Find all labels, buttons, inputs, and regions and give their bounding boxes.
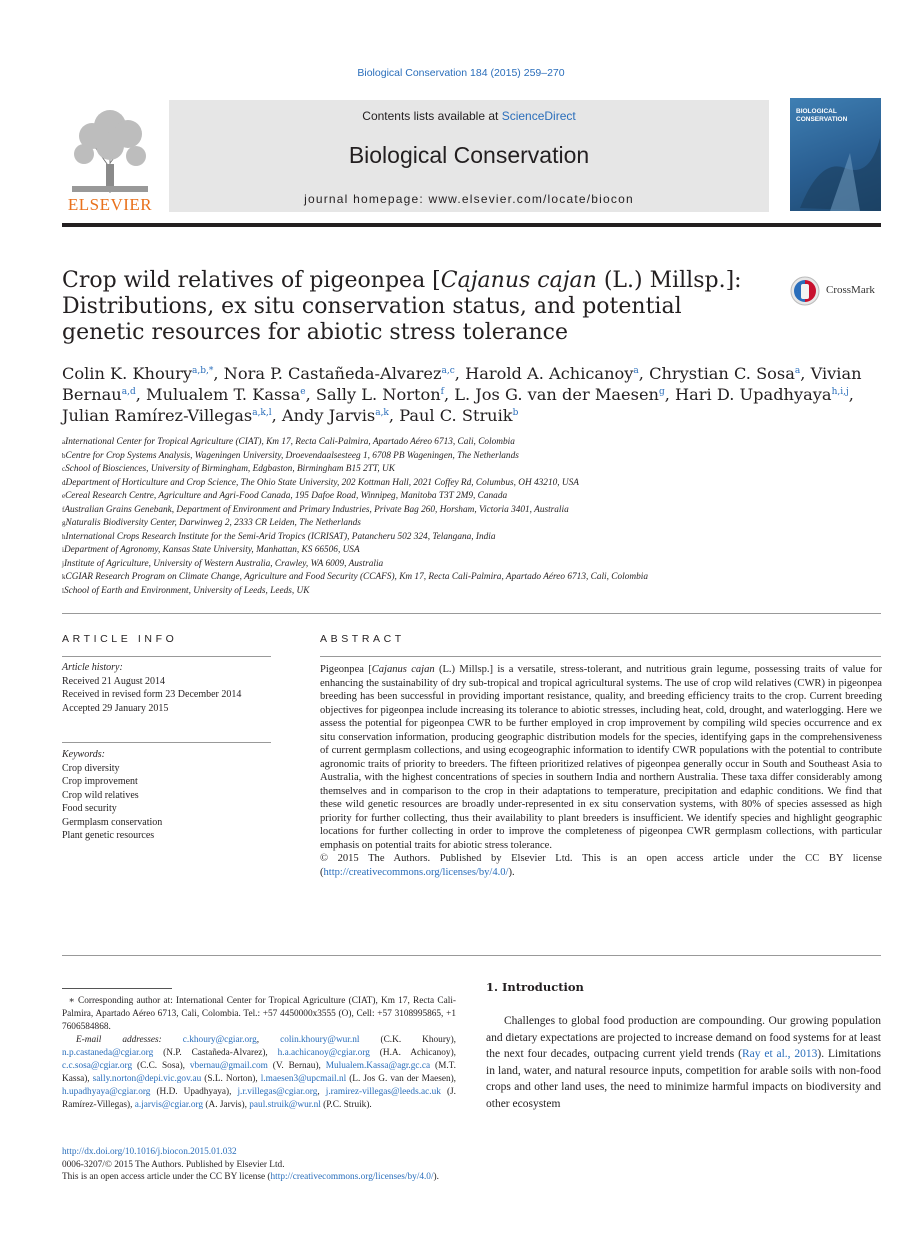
email-owner: (C.C. Sosa), [132,1061,190,1071]
email-link[interactable]: j.r.villegas@cgiar.org [237,1087,318,1097]
crossmark-label: CrossMark [826,284,875,296]
divider [62,656,271,657]
email-link[interactable]: j.ramirez-villegas@leeds.ac.uk [325,1087,441,1097]
affiliation-item [62,544,882,558]
author-name[interactable]: Andy Jarvis [281,406,376,425]
author-affiliation-marker[interactable]: f [440,387,444,397]
author-affiliation-marker[interactable]: a,d [121,387,136,397]
affiliation-item [62,504,882,518]
oa-prefix: This is an open access article under the CC BY license ( [62,1172,271,1182]
keyword-list [62,763,162,842]
keyword-item: Germplasm conservation [62,816,163,828]
email-owner: (V. Bernau), [267,1061,326,1071]
divider [62,955,881,956]
footnote-rule [62,988,172,989]
elsevier-wordmark: ELSEVIER [67,195,153,214]
intro-text-end: ). Limitations in land, water, and natural resource inputs, competition for arable soils with non-food crops and other land uses, the need to minimize harmful impacts on biodiversity and other ecosystem [486,1048,882,1110]
affiliation-text: Department of Horticulture and Crop Science, The Ohio State University, 202 Kottman Hall, 2021 Coffey Rd, Columbus, OH 43210, USA [65,477,579,488]
email-owner: (H.D. Upadhyaya), [150,1087,238,1097]
abstract-heading: ABSTRACT [320,633,405,645]
affiliation-marker: g [62,519,66,527]
email-link[interactable]: c.c.sosa@cgiar.org [62,1061,133,1071]
corresponding-author: Corresponding author at: International Center for Tropical Agriculture (CIAT), Km 17, Recta Cali-Palmira, Apartado Aéreo 6713, Cali, Colombia. Tel.: +57 4450000x3555 (O), Cell: +57 3108995865, +1 7606584868. [62,996,457,1032]
contents-prefix: Contents lists available at [362,109,502,123]
affiliation-text: CGIAR Research Program on Climate Change, Agriculture and Food Security (CCAFS), Km 17, Recta Cali-Palmira, Apartado Aéreo 6713, Cali, Colombia [65,572,648,582]
journal-banner [169,100,769,212]
abstract-body [320,663,882,879]
email-owner: (J. Ramírez-Villegas), [62,1087,456,1110]
affiliation-marker: i [62,546,64,554]
oa-end: ). [433,1172,439,1182]
affiliation-text: Institute of Agriculture, University of Western Australia, Crawley, WA 6009, Australia [63,558,384,569]
author-name[interactable]: Hari D. Upadhyaya [675,385,832,404]
footnote [62,995,456,1112]
author-name[interactable]: Chrystian C. Sosa [649,364,795,383]
affiliation-text: Naturalis Biodiversity Center, Darwinweg 2, 2333 CR Leiden, The Netherlands [65,518,361,528]
affiliation-list [62,436,882,598]
accepted-date: Accepted 29 January 2015 [62,702,169,714]
email-link[interactable]: sally.norton@depi.vic.gov.au [92,1074,202,1084]
contents-line [169,109,769,123]
crossmark-badge[interactable] [790,276,890,306]
affiliation-item [62,450,882,464]
affiliation-text: International Center for Tropical Agriculture (CIAT), Km 17, Recta Cali-Palmira, Apartado Aéreo 6713, Cali, Colombia [65,437,515,447]
keyword-item: Crop wild relatives [62,789,139,801]
article-history [62,661,277,715]
email-link[interactable]: n.p.castaneda@cgiar.org [62,1048,154,1058]
author-affiliation-marker[interactable]: g [658,387,665,397]
author-affiliation-marker[interactable]: a,c [441,366,455,376]
email-owner: , [256,1035,281,1045]
affiliation-item [62,571,882,585]
author-affiliation-marker[interactable]: a [794,366,801,376]
email-owner: (M.T. Kassa), [62,1061,456,1084]
affiliation-item [62,463,882,477]
email-owner: (P.C. Struik). [320,1100,372,1110]
author-affiliation-marker[interactable]: a,k [375,408,389,418]
received-date: Received 21 August 2014 [62,675,166,687]
author-name[interactable]: L. Jos G. van der Maesen [454,385,659,404]
email-link[interactable]: h.upadhyaya@cgiar.org [62,1087,151,1097]
affiliation-text: Department of Agronomy, Kansas State University, Manhattan, KS 66506, USA [63,545,360,555]
cover-title-line1: BIOLOGICAL [796,108,837,115]
email-link[interactable]: c.khoury@cgiar.org [182,1035,257,1045]
abstract-license: © 2015 The Authors. Published by Elsevier Ltd. This is an open access article under the CC BY license ( [320,853,882,878]
affiliation-item [62,490,882,504]
abstract-text: (L.) Millsp.] is a versatile, stress-tolerant, and nutritious grain legume, possessing traits of value for enhancing the sustainability of dry sub-tropical and tropical agricultural systems. The use of crop wild relatives (CWR) in pigeonpea breeding has been successful in providing important resistance, quality, and breeding efficiency traits to the crop. Current breeding objectives for pigeonpea include increasing its tolerance to abiotic stresses, including heat, cold, drought, and waterlogging. Here we assess the potential for pigeonpea CWR to be further employed in crop improvement by compiling wild species occurrence and ex situ conservation information, producing geographic distribution models for the species, identifying gaps in the comprehensiveness of current germplasm collections, and using ecogeographic information to identify CWR populations with the potential to contribute agronomic traits of priority to breeders. The fifteen prioritized relatives of pigeonpea generally occur in South and Southeast Asia to Australia, with the highest concentrations of species in southern India and northern Australia. These taxa differ considerably among themselves and in comparison to the crop in their adaptations to temperature, precipitation and edaphic conditions. We find that these wild genetic resources are broadly under-represented in ex situ conservation systems, with 80% of species assessed as high priority for further collecting, thus their availability to plant breeders is insufficient. We identify species and highlight geographic locations for further collecting in order to improve the completeness of pigeonpea CWR germplasm collections, with particular emphasis on potential traits for abiotic stress tolerance. [320,664,882,851]
email-owner: (C.K. Khoury), [359,1035,456,1045]
revised-date: Received in revised form 23 December 2014 [62,689,242,700]
author-name[interactable]: Julian Ramírez-Villegas [62,406,253,425]
sciencedirect-link[interactable]: ScienceDirect [501,109,576,123]
email-link[interactable]: h.a.achicanoy@cgiar.org [277,1048,370,1058]
author-affiliation-marker[interactable]: a,k,l [252,408,272,418]
email-owner: (N.P. Castañeda-Alvarez), [153,1048,278,1058]
issn-line: 0006-3207/© 2015 The Authors. Published by Elsevier Ltd. [62,1159,285,1170]
author-affiliation-marker[interactable]: e [300,387,306,397]
keywords-label: Keywords: [62,749,105,760]
journal-cover-image[interactable] [790,98,881,211]
title-part1: Crop wild relatives of pigeonpea [ [62,268,441,293]
email-link[interactable]: a.jarvis@cgiar.org [134,1100,204,1110]
email-link[interactable]: Mulualem.Kassa@agr.gc.ca [325,1061,431,1071]
abstract-species: Cajanus cajan [371,664,435,675]
affiliation-marker: a [62,438,66,446]
asterisk-icon: ∗ [62,996,79,1006]
email-owner: , [317,1087,326,1097]
email-owner: (S.L. Norton), [201,1074,261,1084]
email-owner: (H.A. Achicanoy), [369,1048,456,1058]
affiliation-marker: j [62,559,64,568]
email-owner: (A. Jarvis), [203,1100,250,1110]
affiliation-text: Cereal Research Centre, Agriculture and Agri-Food Canada, 195 Dafoe Road, Winnipeg, Manitoba T3T 2M9, Canada [65,491,508,501]
affiliation-item [62,585,882,599]
keyword-item: Crop diversity [62,762,120,774]
affiliation-marker: h [62,532,66,541]
cover-title-line2: CONSERVATION [796,116,848,123]
email-link[interactable]: l.maesen3@upcmail.nl [260,1074,347,1084]
email-link[interactable]: vbernau@gmail.com [189,1061,268,1071]
affiliation-text: School of Earth and Environment, University of Leeds, Leeds, UK [63,585,310,596]
author-name[interactable]: Sally L. Norton [315,385,441,404]
introduction-body [486,1013,881,1112]
divider [320,656,881,657]
affiliation-item [62,477,882,491]
divider [62,613,881,614]
intro-text: Challenges to global food production are compounding. Our growing population and dietary expectations are projected to increase demand on food systems for at least the next four decades, outpacing current yield trends ( [486,1015,882,1060]
email-owner: (L. Jos G. van der Maesen), [346,1074,457,1084]
article-title [62,268,752,346]
footer [62,1146,882,1184]
affiliation-marker: c [62,465,66,473]
header-rule [62,223,881,227]
crossmark-icon [790,276,820,306]
keyword-item: Plant genetic resources [62,830,155,841]
title-part2: (L.) Millsp.]: Distributions, ex situ conservation status, and potential genetic resources for abiotic stress tolerance [62,268,742,345]
affiliation-marker: f [62,505,65,514]
affiliation-marker: b [62,451,66,460]
journal-citation[interactable]: Biological Conservation 184 (2015) 259–270 [357,67,565,79]
author-affiliation-marker[interactable]: b [512,408,519,418]
title-species: Cajanus cajan [440,268,597,293]
email-link[interactable]: paul.struik@wur.nl [249,1100,321,1110]
affiliation-marker: d [62,478,66,487]
keyword-item: Crop improvement [62,776,138,787]
keywords [62,748,277,843]
affiliation-item [62,517,882,531]
affiliation-marker: e [62,492,66,500]
history-label: Article history: [62,662,123,673]
author-affiliation-marker[interactable]: a,b,* [192,366,214,376]
doi-link[interactable]: http://dx.doi.org/10.1016/j.biocon.2015.01.032 [62,1147,237,1157]
affiliation-text: School of Biosciences, University of Birmingham, Edgbaston, Birmingham B15 2TT, UK [65,464,395,474]
affiliation-text: International Crops Research Institute for the Semi-Arid Tropics (ICRISAT), Patancheru 502 324, Telangana, India [65,531,496,542]
article-info-heading: ARTICLE INFO [62,633,178,645]
affiliation-item [62,531,882,545]
journal-homepage[interactable]: journal homepage: www.elsevier.com/locate/biocon [304,192,634,206]
author-affiliation-marker[interactable]: h,i,j [831,387,849,397]
emails-label: E-mail addresses: [76,1035,162,1045]
email-link[interactable]: colin.khoury@wur.nl [280,1035,360,1045]
reference-link[interactable]: Ray et al., 2013 [741,1048,818,1060]
oa-license-link[interactable]: http://creativecommons.org/licenses/by/4.0/ [270,1172,434,1182]
license-end: ). [508,866,515,878]
author-list: Colin K. Khoury$^{a,b,*}$, Nora P. Castañeda-Alvarez$^{a,c}$, Harold A. Achicanoy$^a$, Chrystian C. Sosa$^a$, Vivian Bernau$^{a,d}$, Mulualem T. Kassa$^e$, Sally L. Norton$^f$, L. Jos G. van der Maesen$^g$, Hari D. Upadhyaya$^{h,i,j}$, Julian Ramírez-Villegas$^{a,k,l}$, Andy Jarvis$^{a,k}$, Paul C. Struik$^b$ [62,364,862,425]
affiliation-text: Centre for Crop Systems Analysis, Wageningen University, Droevendaalsesteeg 1, 6708 PB Wageningen, The Netherlands [65,450,519,461]
author-name[interactable]: Paul C. Struik [399,406,513,425]
author-name[interactable]: Nora P. Castañeda-Alvarez [223,364,442,383]
email-list [62,1035,456,1110]
masthead [62,98,881,226]
affiliation-marker: l [62,586,64,595]
affiliation-text: Australian Grains Genebank, Department of Environment and Primary Industries, Private Bag 260, Horsham, Victoria 3401, Australia [64,504,569,515]
author-affiliation-marker[interactable]: a [633,366,639,376]
author-name[interactable]: Mulualem T. Kassa [146,385,301,404]
affiliation-item [62,558,882,572]
keyword-item: Food security [62,803,117,814]
elsevier-logo[interactable] [62,98,158,213]
affiliation-item [62,436,882,450]
author-name[interactable]: Colin K. Khoury [62,364,193,383]
divider [62,742,271,743]
author-name[interactable]: Vivian Bernau [62,364,862,404]
author-name[interactable]: Harold A. Achicanoy [465,364,634,383]
journal-title: Biological Conservation [348,142,590,168]
affiliation-marker: k [62,573,66,581]
license-link[interactable]: http://creativecommons.org/licenses/by/4.0/ [323,866,509,878]
introduction-heading: 1. Introduction [486,980,584,994]
abstract-lead: Pigeonpea [ [320,664,372,675]
cover-art [790,98,881,211]
